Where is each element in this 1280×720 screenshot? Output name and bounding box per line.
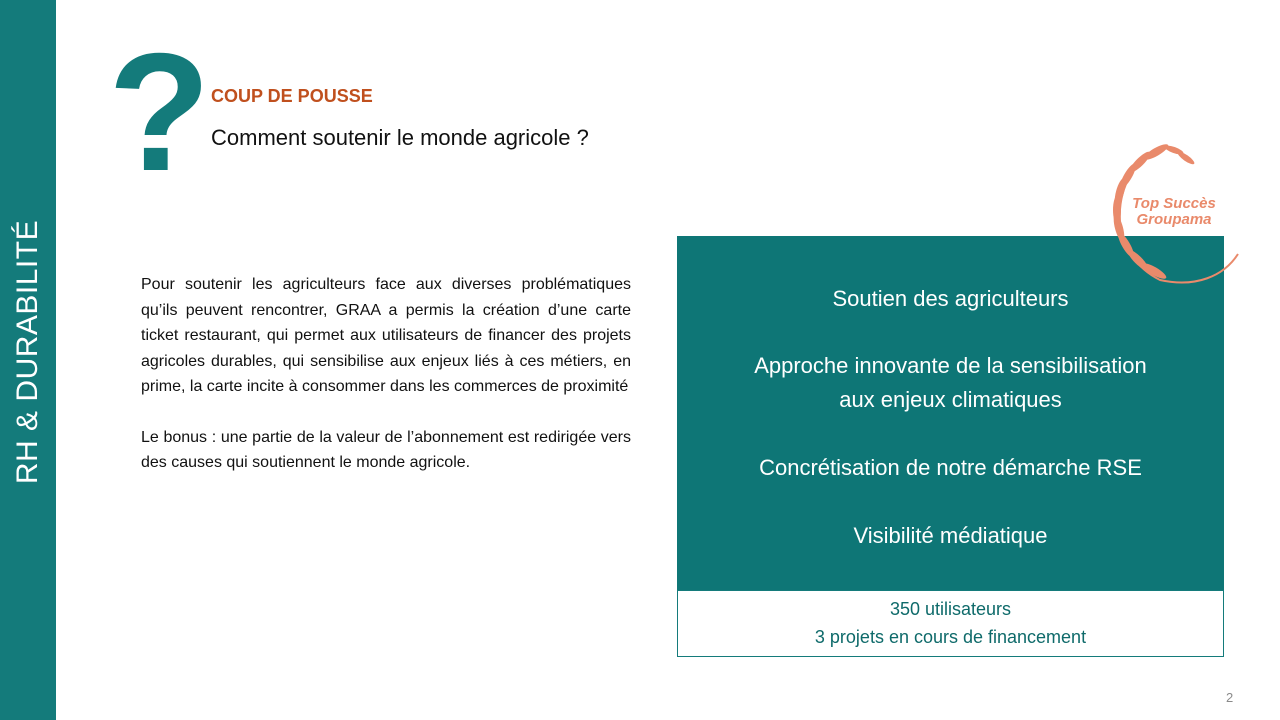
stat-users: 350 utilisateurs bbox=[889, 599, 1012, 619]
badge-label bbox=[1104, 196, 1244, 228]
body-text bbox=[141, 272, 631, 476]
benefit-item: Visibilité médiatique bbox=[853, 523, 1048, 548]
question-mark-icon: ? bbox=[108, 18, 211, 206]
top-succes-badge bbox=[1104, 138, 1250, 288]
page-title: Comment soutenir le monde agricole ? bbox=[211, 125, 589, 150]
badge-line-1: Top Succès bbox=[1132, 195, 1216, 212]
benefit-item: Approche innovante de la sensibilisation bbox=[754, 353, 1147, 378]
benefit-item: aux enjeux climatiques bbox=[839, 387, 1062, 412]
body-paragraph-2: Le bonus : une partie de la valeur de l’abonnement est redirigée vers des causes qui soutiennent le monde agricole. bbox=[141, 428, 631, 471]
stat-projects: 3 projets en cours de financement bbox=[814, 627, 1087, 647]
benefits-box bbox=[677, 236, 1224, 590]
body-paragraph-1: Pour soutenir les agriculteurs face aux diverses problématiques qu’ils peuvent rencontrer, GRAA a permis la création d’une carte ticket restaurant, qui permet aux utilisateurs de financer des projets agricoles durables, qui sensibilise aux enjeux liés à ces métiers, en prime, la carte incite à consommer dans les commerces de proximité bbox=[141, 276, 631, 395]
stats-box bbox=[677, 590, 1224, 657]
category-label: COUP DE POUSSE bbox=[211, 86, 373, 106]
sidebar bbox=[0, 0, 56, 720]
sidebar-label: RH & DURABILITÉ bbox=[11, 219, 44, 485]
badge-line-2: Groupama bbox=[1136, 211, 1212, 228]
page-number: 2 bbox=[1226, 690, 1234, 705]
benefit-item: Soutien des agriculteurs bbox=[832, 286, 1069, 311]
benefit-item: Concrétisation de notre démarche RSE bbox=[759, 455, 1142, 480]
